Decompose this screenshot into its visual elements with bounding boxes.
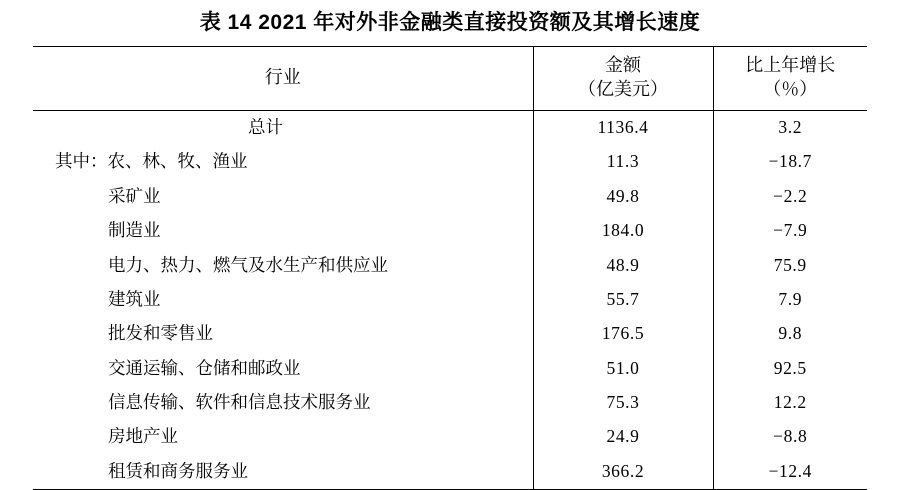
row-industry-label — [33, 214, 533, 248]
row-amount-value: 366.2 — [533, 454, 713, 488]
row-industry-label — [33, 248, 533, 282]
row-growth-value: 9.8 — [713, 317, 867, 351]
industry-name: 制造业 — [108, 220, 161, 241]
table-title: 表 14 2021 年对外非金融类直接投资额及其增长速度 — [199, 11, 701, 34]
row-amount-value: 11.3 — [533, 145, 713, 179]
table-row — [33, 179, 867, 213]
row-growth-value: 75.9 — [713, 248, 867, 282]
row-growth-value: −7.9 — [713, 214, 867, 248]
row-amount-value: 24.9 — [533, 420, 713, 454]
column-header-growth-line2: （％） — [763, 79, 818, 100]
row-amount-value: 48.9 — [533, 248, 713, 282]
row-amount-value: 184.0 — [533, 214, 713, 248]
table-row — [33, 317, 867, 351]
row-industry-label — [33, 145, 533, 179]
table-row — [33, 145, 867, 179]
industry-name: 建筑业 — [108, 288, 161, 309]
table-body — [33, 110, 867, 489]
industry-name: 其中：农、林、牧、渔业 — [55, 151, 248, 172]
row-industry-label — [33, 179, 533, 213]
row-industry-label — [33, 110, 533, 145]
table-row — [33, 110, 867, 145]
table-row — [33, 214, 867, 248]
row-amount-value: 49.8 — [533, 179, 713, 213]
table-row — [33, 282, 867, 316]
header-row — [33, 47, 867, 111]
row-amount-value: 176.5 — [533, 317, 713, 351]
table-header — [33, 47, 867, 111]
row-growth-value: −8.8 — [713, 420, 867, 454]
row-growth-value: 92.5 — [713, 351, 867, 385]
industry-name: 房地产业 — [108, 426, 178, 447]
table-row — [33, 248, 867, 282]
row-industry-label — [33, 454, 533, 488]
column-header-industry: 行业 — [33, 47, 533, 111]
table-row — [33, 386, 867, 420]
industry-name: 批发和零售业 — [108, 323, 213, 344]
row-growth-value: 3.2 — [713, 110, 867, 145]
row-industry-label — [33, 351, 533, 385]
row-growth-value: −2.2 — [713, 179, 867, 213]
row-growth-value: −12.4 — [713, 454, 867, 488]
column-header-amount-line2: （亿美元） — [578, 79, 668, 100]
table-row — [33, 351, 867, 385]
row-amount-value: 75.3 — [533, 386, 713, 420]
row-amount-value: 1136.4 — [533, 110, 713, 145]
column-header-growth — [713, 47, 867, 111]
row-growth-value: 7.9 — [713, 282, 867, 316]
row-amount-value: 51.0 — [533, 351, 713, 385]
row-industry-label — [33, 317, 533, 351]
statistics-table — [33, 46, 867, 489]
row-amount-value: 55.7 — [533, 282, 713, 316]
row-industry-label — [33, 420, 533, 454]
table-row — [33, 454, 867, 488]
column-header-amount — [533, 47, 713, 111]
industry-name: 电力、热力、燃气及水生产和供应业 — [108, 254, 388, 275]
row-growth-value: −18.7 — [713, 145, 867, 179]
row-industry-label — [33, 386, 533, 420]
industry-name: 信息传输、软件和信息技术服务业 — [108, 392, 371, 413]
industry-name: 总计 — [248, 117, 283, 138]
table-row — [33, 420, 867, 454]
industry-name: 交通运输、仓储和邮政业 — [108, 357, 301, 378]
row-growth-value: 12.2 — [713, 386, 867, 420]
column-header-growth-line1: 比上年增长 — [745, 55, 836, 75]
industry-name: 租赁和商务服务业 — [108, 460, 248, 481]
row-industry-label — [33, 282, 533, 316]
column-header-amount-line1: 金额 — [605, 55, 641, 75]
industry-name: 采矿业 — [108, 185, 161, 206]
